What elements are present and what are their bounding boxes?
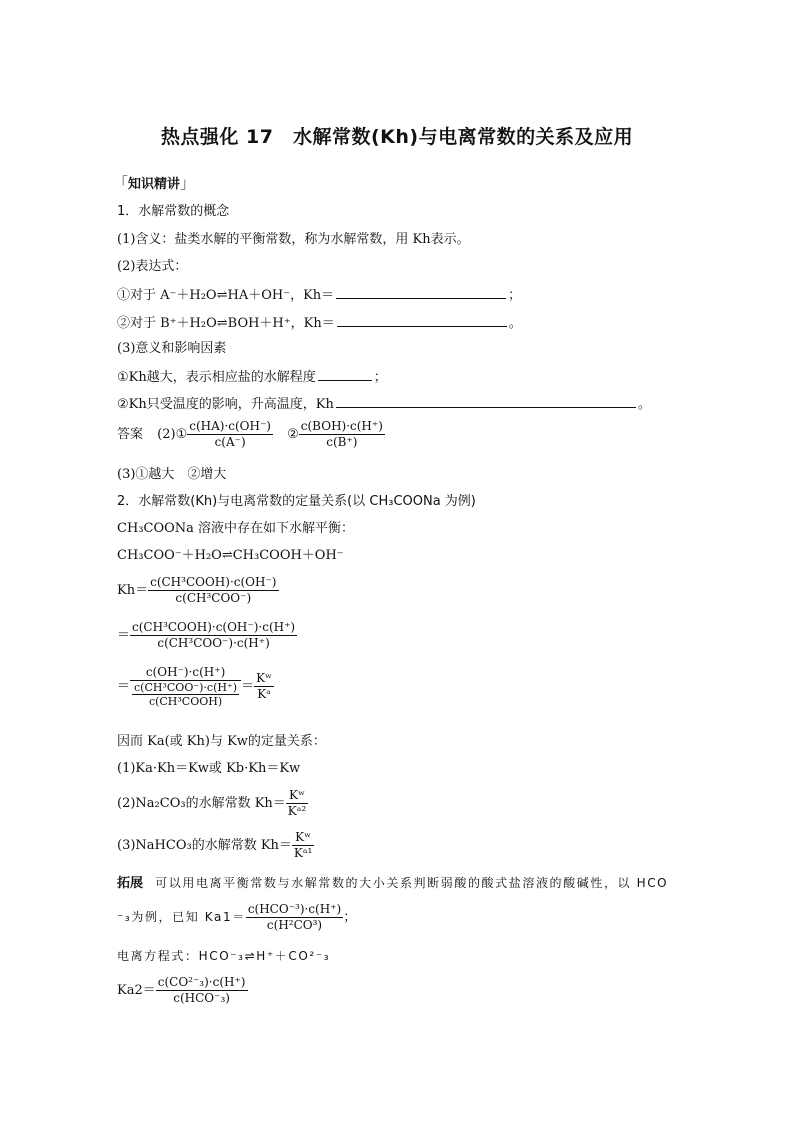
frac-den-compound [130, 681, 241, 708]
s2-equation: CH₃COO⁻＋H₂O⇌CH₃COOH＋OH⁻ [117, 548, 344, 563]
rel-3-text: (3)NaHCO₃的水解常数 Kh＝ [117, 838, 292, 853]
frac-num: c(CO²⁻₃)·c(H⁺) [157, 975, 246, 989]
relation-3 [117, 830, 314, 861]
factor-1-text: ①Kh越大，表示相应盐的水解程度 [117, 370, 316, 385]
frac-num: c(OH⁻)·c(H⁺) [130, 665, 241, 681]
s1-meaning: (1)含义：盐类水解的平衡常数，称为水解常数，用 Kh表示。 [117, 232, 470, 247]
answer-frac-a [187, 419, 273, 450]
answer-3: (3)①越大 ②增大 [117, 467, 227, 482]
rel-2-frac [286, 788, 308, 819]
frac-num: c(HA)·c(OH⁻) [189, 419, 271, 433]
eq-sign: ＝ [117, 628, 131, 643]
expr-a-text: ①对于 A⁻＋H₂O⇌HA＋OH⁻，Kh＝ [117, 288, 335, 303]
tuozhan-frac [246, 902, 343, 933]
tuozhan-text: 可以用电离平衡常数与水解常数的大小关系判断弱酸的酸式盐溶液的酸碱性，以 HCO [155, 876, 669, 890]
frac-den: c(CH³COO⁻) [175, 591, 252, 605]
eq-sign: ＝ [117, 679, 131, 694]
blank-input [336, 285, 506, 299]
kh-derivation-1 [117, 575, 279, 606]
ionize-equation: 电离方程式：HCO⁻₃⇌H⁺＋CO²⁻₃ [117, 949, 331, 963]
section-tag [113, 172, 195, 193]
frac-den: c(CH³COOH) [148, 695, 223, 708]
frac-num: Kʷ [286, 788, 308, 804]
frac-num: c(HCO⁻³)·c(H⁺) [247, 902, 342, 916]
factor-1-end: ； [373, 370, 387, 385]
ka2-frac [156, 975, 248, 1006]
kh-frac-4 [254, 671, 274, 702]
kh-derivation-3 [117, 665, 274, 708]
relation-intro: 因而 Ka(或 Kh)与 Kw的定量关系： [117, 734, 326, 749]
relation-2 [117, 788, 308, 819]
tuozhan-label: 拓展 [117, 876, 144, 891]
answer-line [117, 419, 385, 450]
s1-factor-1 [117, 367, 387, 387]
answer-part: (2)① [157, 427, 188, 442]
s2-heading: 2．水解常数(Kh)与电离常数的定量关系(以 CH₃COONa 为例) [117, 494, 476, 509]
expr-a-end: ； [508, 288, 522, 303]
tuozhan-line-2 [117, 902, 356, 933]
inner-frac [132, 681, 239, 708]
s1-expr-b [117, 313, 522, 333]
kh-label: Kh＝ [117, 583, 149, 598]
blank-input [337, 313, 507, 327]
ka2-line [117, 975, 248, 1006]
kh-frac-1 [148, 575, 278, 606]
section-tag-label: 知识精讲 [128, 177, 181, 192]
tuozhan-end: ； [343, 910, 357, 925]
frac-den: Kᵃ [257, 687, 271, 701]
bracket-open: 「 [113, 174, 129, 192]
ka2-label: Ka2＝ [117, 983, 156, 998]
tuozhan-2: ⁻₃为例，已知 Ka1＝ [117, 910, 246, 924]
frac-den: Kᵃ² [287, 804, 307, 818]
s1-factor-2 [117, 394, 651, 414]
frac-num: c(BOH)·c(H⁺) [300, 419, 383, 433]
kh-derivation-2 [117, 620, 297, 651]
s1-factors-heading: (3)意义和影响因素 [117, 341, 227, 356]
factor-2-text: ②Kh只受温度的影响，升高温度，Kh [117, 397, 334, 412]
frac-num: c(CH³COO⁻)·c(H⁺) [134, 681, 238, 694]
blank-input [318, 367, 372, 381]
tuozhan-line [117, 874, 668, 893]
frac-den: c(CH³COO⁻)·c(H⁺) [157, 636, 270, 650]
bracket-close: 」 [180, 174, 196, 192]
answer-frac-b [299, 419, 385, 450]
frac-num: c(CH³COOH)·c(OH⁻)·c(H⁺) [132, 620, 296, 634]
frac-den: Kᵃ¹ [293, 846, 313, 860]
rel-2-text: (2)Na₂CO₃的水解常数 Kh＝ [117, 796, 286, 811]
s1-expr-heading: (2)表达式： [117, 259, 188, 274]
kh-frac-3 [130, 665, 241, 708]
frac-num: c(CH³COOH)·c(OH⁻) [150, 575, 277, 589]
answer-part-b: ② [287, 427, 299, 442]
frac-den: c(H²CO³) [266, 918, 323, 932]
s1-expr-a [117, 285, 521, 305]
eq-sign: ＝ [241, 679, 255, 694]
answer-label: 答案 [117, 427, 144, 442]
relation-1: (1)Ka·Kh＝Kw或 Kb·Kh＝Kw [117, 761, 301, 776]
page-title: 热点强化 17 水解常数(Kh)与电离常数的关系及应用 [160, 126, 634, 148]
factor-2-end: 。 [637, 397, 651, 412]
frac-den: c(A⁻) [214, 435, 246, 449]
frac-den: c(HCO⁻₃) [173, 991, 230, 1005]
frac-num: Kʷ [292, 830, 314, 846]
expr-b-text: ②对于 B⁺＋H₂O⇌BOH＋H⁺，Kh＝ [117, 316, 335, 331]
s2-intro: CH₃COONa 溶液中存在如下水解平衡： [117, 521, 355, 536]
rel-3-frac [292, 830, 314, 861]
expr-b-end: 。 [508, 316, 522, 331]
s1-heading: 1．水解常数的概念 [117, 204, 230, 219]
kh-frac-2 [130, 620, 297, 651]
frac-num: Kʷ [256, 671, 273, 685]
blank-input [336, 394, 636, 408]
frac-den: c(B⁺) [326, 435, 358, 449]
